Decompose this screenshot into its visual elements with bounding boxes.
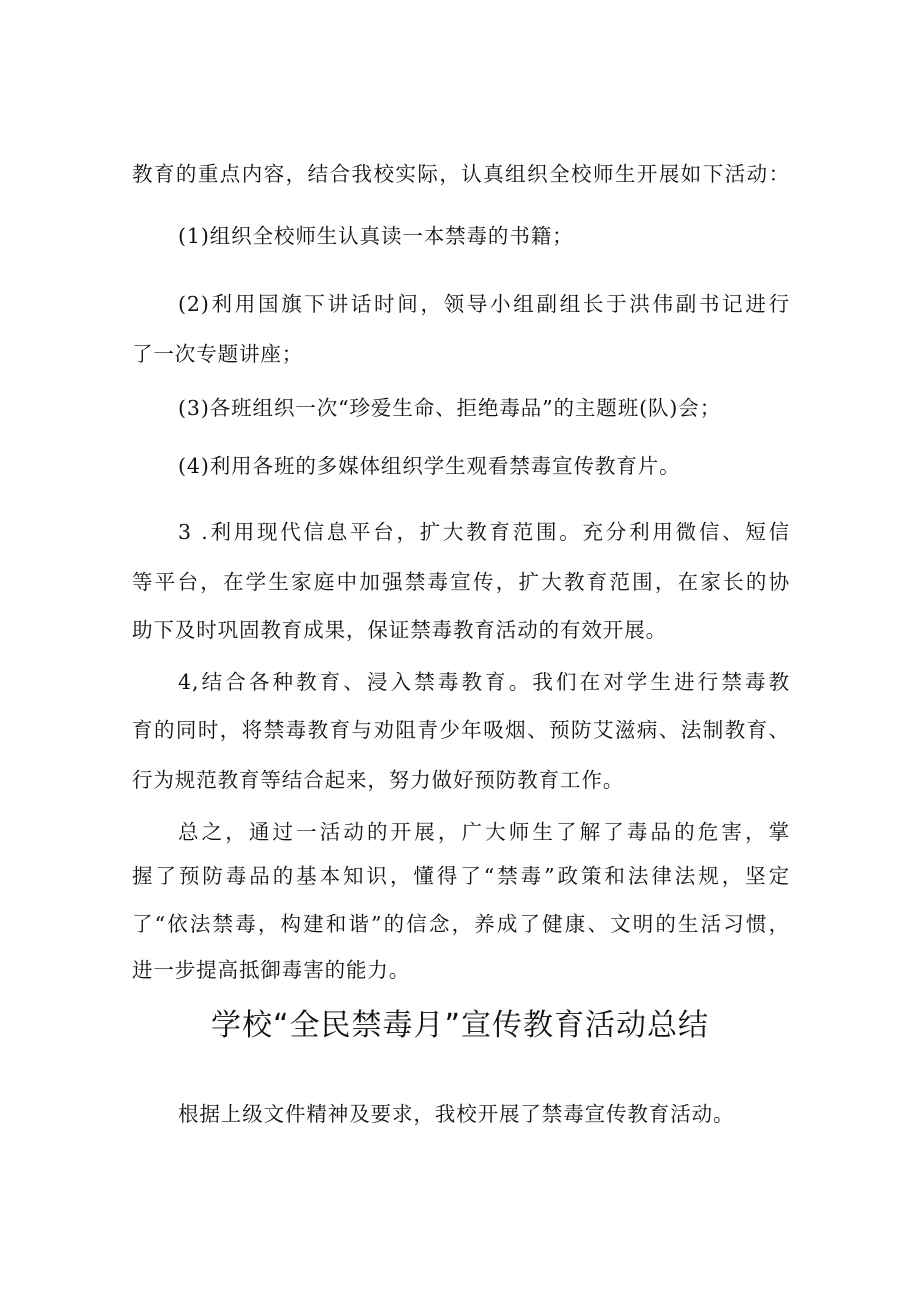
paragraph-4-line-2: 育的同时，将禁毒教育与劝阻青少年吸烟、预防艾滋病、法制教育、 [132,718,790,742]
paragraph-4-line-3: 行为规范教育等结合起来，努力做好预防教育工作。 [132,768,625,792]
summary-line-1: 总之，通过一活动的开展，广大师生了解了毒品的危害，掌 [178,820,790,844]
paragraph-3-line-3: 助下及时巩固教育成果，保证禁毒教育活动的有效开展。 [132,618,667,642]
paragraph-line: 教育的重点内容，结合我校实际，认真组织全校师生开展如下活动： [132,162,790,186]
list-item-2-line-1: (2)利用国旗下讲话时间，领导小组副组长于洪伟副书记进行 [178,292,790,316]
list-item-2-line-2: 了一次专题讲座； [132,342,304,366]
section-title: 学校“全民禁毒月”宣传教育活动总结 [210,1008,710,1043]
summary-line-4: 进一步提高抵御毒害的能力。 [132,958,411,982]
summary-line-2: 握了预防毒品的基本知识，懂得了“禁毒”政策和法律法规，坚定 [132,864,790,888]
list-item-4: (4)利用各班的多媒体组织学生观看禁毒宣传教育片。 [178,454,681,478]
paragraph-3-line-1: 3 .利用现代信息平台，扩大教育范围。充分利用微信、短信 [178,520,790,544]
list-item-3: (3)各班组织一次“珍爱生命、拒绝毒品”的主题班(队)会； [178,396,722,420]
paragraph-4-line-1: 4,结合各种教育、浸入禁毒教育。我们在对学生进行禁毒教 [178,670,790,694]
list-item-1: (1)组织全校师生认真读一本禁毒的书籍； [178,224,574,248]
closing-line: 根据上级文件精神及要求，我校开展了禁毒宣传教育活动。 [178,1102,735,1126]
summary-line-3: 了“依法禁毒，构建和谐”的信念，养成了健康、文明的生活习惯， [132,912,790,936]
paragraph-3-line-2: 等平台，在学生家庭中加强禁毒宣传，扩大教育范围，在家长的协 [132,570,790,594]
